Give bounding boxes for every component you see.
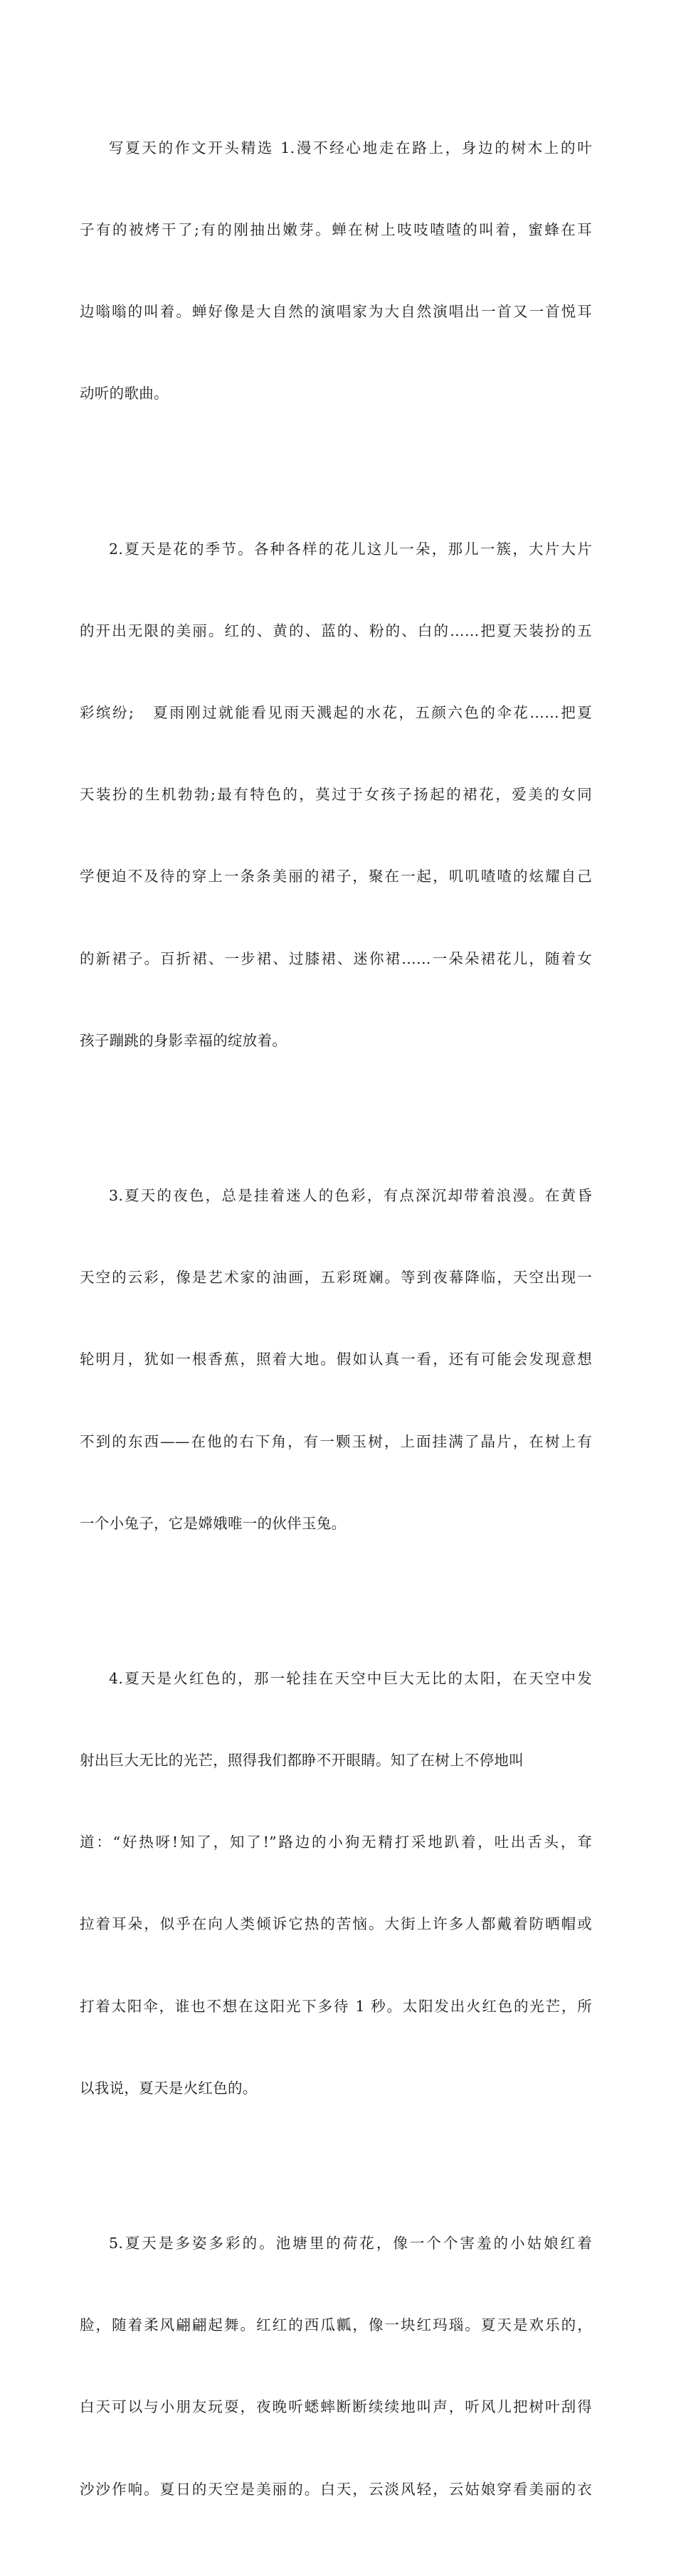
text-line: 沙沙作响。夏日的天空是美丽的。白天，云淡风轻，云姑娘穿看美丽的衣 bbox=[80, 2480, 592, 2498]
text-line: 脸，随着柔风翩翩起舞。红红的西瓜瓤，像一块红玛瑙。夏天是欢乐的， bbox=[80, 2316, 592, 2334]
paragraph-3 bbox=[80, 1127, 592, 1592]
text-line: 2.夏天是花的季节。各种各样的花儿这儿一朵，那儿一簇，大片大片 bbox=[109, 540, 592, 558]
text-line: 动听的歌曲。 bbox=[80, 385, 169, 403]
text-line: 彩缤纷; 夏雨刚过就能看见雨天溅起的水花，五颜六色的伞花……把夏 bbox=[80, 703, 592, 721]
text-line: 天空的云彩，像是艺术家的油画，五彩斑斓。等到夜幕降临，天空出现一 bbox=[80, 1269, 592, 1287]
text-line: 天装扮的生机勃勃;最有特色的，莫过于女孩子扬起的裙花，爱美的女同 bbox=[80, 786, 592, 804]
text-line: 白天可以与小朋友玩耍，夜晚听蟋蟀断断续续地叫声，听风儿把树叶刮得 bbox=[80, 2398, 592, 2416]
text-line: 拉着耳朵，似乎在向人类倾诉它热的苦恼。大街上许多人都戴着防晒帽或 bbox=[80, 1915, 592, 1933]
text-line: 一个小兔子，它是嫦娥唯一的伙伴玉兔。 bbox=[80, 1514, 347, 1532]
paragraph-2 bbox=[80, 481, 592, 1109]
document-page bbox=[80, 80, 592, 2576]
text-line: 不到的东西——在他的右下角，有一颗玉树，上面挂满了晶片，在树上有 bbox=[80, 1432, 592, 1450]
text-line: 的开出无限的美丽。红的、黄的、蓝的、粉的、白的……把夏天装扮的五 bbox=[80, 622, 592, 639]
text-line: 道：“好热呀!知了，知了!”路边的小狗无精打采地趴着，吐出舌头，耷 bbox=[80, 1833, 592, 1851]
text-line: 子有的被烤干了;有的刚抽出嫩芽。蝉在树上吱吱喳喳的叫着，蜜蜂在耳 bbox=[80, 221, 592, 239]
text-line: 轮明月，犹如一根香蕉，照着大地。假如认真一看，还有可能会发现意想 bbox=[80, 1351, 592, 1368]
text-line: 边嗡嗡的叫着。蝉好像是大自然的演唱家为大自然演唱出一首又一首悦耳 bbox=[80, 303, 592, 321]
text-line: 写夏天的作文开头精选 1.漫不经心地走在路上，身边的树木上的叶 bbox=[109, 139, 592, 156]
text-line: 3.夏天的夜色，总是挂着迷人的色彩，有点深沉却带着浪漫。在黄昏 bbox=[109, 1186, 592, 1204]
text-line: 的新裙子。百折裙、一步裙、过膝裙、迷你裙……一朵朵裙花儿，随着女 bbox=[80, 949, 592, 967]
paragraph-5 bbox=[80, 2175, 592, 2558]
text-line: 打着太阳伞，谁也不想在这阳光下多待 1 秒。太阳发出火红色的光芒，所 bbox=[80, 1997, 592, 2015]
text-line: 学便迫不及待的穿上一条条美丽的裙子，聚在一起，叽叽喳喳的炫耀自己 bbox=[80, 868, 592, 885]
paragraph-4 bbox=[80, 1610, 592, 2156]
text-line: 以我说，夏天是火红色的。 bbox=[80, 2079, 258, 2097]
paragraph-1 bbox=[80, 80, 592, 462]
text-line: 5.夏天是多姿多彩的。池塘里的荷花，像一个个害羞的小姑娘红着 bbox=[109, 2234, 592, 2252]
text-line: 孩子蹦跳的身影幸福的绽放着。 bbox=[80, 1031, 287, 1049]
text-line: 4.夏天是火红色的，那一轮挂在天空中巨大无比的太阳，在天空中发 bbox=[109, 1669, 592, 1687]
text-line: 射出巨大无比的光芒，照得我们都睁不开眼睛。知了在树上不停地叫 bbox=[80, 1751, 524, 1769]
